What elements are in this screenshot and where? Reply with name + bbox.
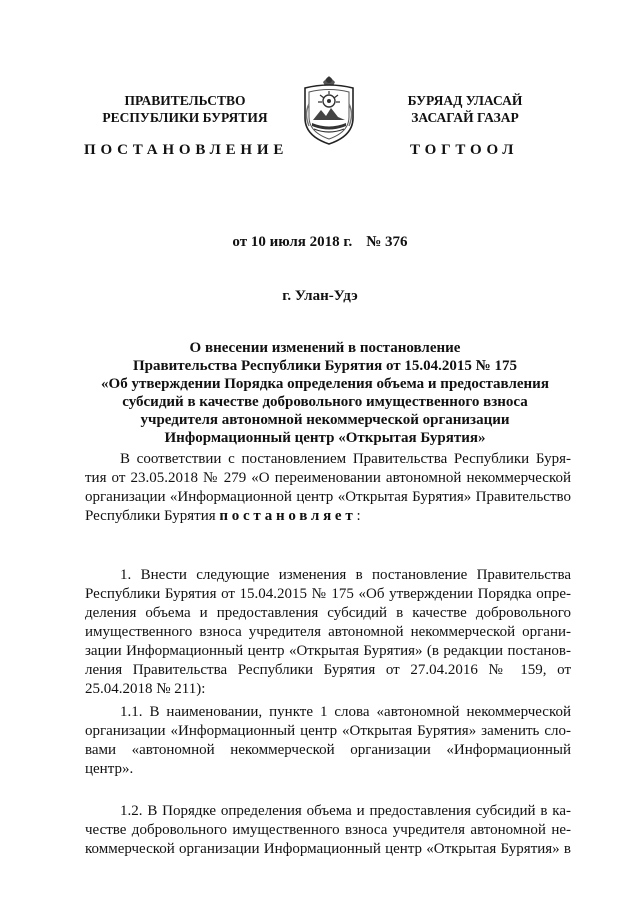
coat-of-arms-buryatia-icon (300, 74, 358, 146)
date-number-line (0, 234, 640, 251)
text-line: имущественного взноса учредителя автономной некоммерческой органи- (85, 624, 571, 640)
text-line: коммерческой организации Информационный центр «Открытая Бурятия» в (85, 841, 571, 857)
text-line: 1.1. В наименовании, пункте 1 слова «автономной некоммерческой (120, 704, 571, 720)
doc-type-buryat: ТОГТООЛ (410, 142, 519, 158)
header-right-line1: БУРЯАД УЛАСАЙ (407, 93, 523, 108)
text-line: вами «автономной некоммерческой организации «Информационный (85, 742, 571, 758)
header-left-line1: ПРАВИТЕЛЬСТВО (124, 93, 246, 108)
text-line: тия от 23.05.2018 № 279 «О переименовании автономной некоммерческой (85, 470, 571, 486)
text-line: 25.04.2018 № 211): (85, 681, 206, 697)
title-line: «Об утверждении Порядка определения объема и предоставления (101, 376, 549, 392)
text-line: В соответствии с постановлением Правительства Республики Буря- (120, 451, 571, 467)
preamble-prefix: Республики Бурятия (85, 508, 220, 524)
text-line: деления объема и предоставления субсидий в качестве добровольного (85, 605, 571, 621)
text-line: 1.2. В Порядке определения объема и предоставления субсидий в ка- (120, 803, 571, 819)
title-line: О внесении изменений в постановление (189, 340, 461, 356)
paragraph-item-1-2 (85, 802, 571, 859)
text-line: 1. Внести следующие изменения в постановление Правительства (120, 567, 571, 583)
text-line: Республики Бурятия от 15.04.2015 № 175 «Об утверждении Порядка опре- (85, 586, 571, 602)
document-number: № 376 (366, 234, 408, 250)
title-line: субсидий в качестве добровольного имущественного взноса (122, 394, 528, 410)
city: г. Улан-Удэ (282, 288, 358, 304)
doc-type-russian: ПОСТАНОВЛЕНИЕ (84, 142, 289, 158)
paragraph-preamble (85, 450, 571, 526)
header-right (380, 92, 550, 126)
text-line: зации Информационный центр «Открытая Бурятия» (в редакции постанов- (85, 643, 571, 659)
title-line: Информационный центр «Открытая Бурятия» (164, 430, 486, 446)
text-line: ления Правительства Республики Бурятия от 27.04.2016 № 159, от (85, 662, 571, 678)
title-line: учредителя автономной некоммерческой организации (140, 412, 510, 428)
header-left-line2: РЕСПУБЛИКИ БУРЯТИЯ (102, 110, 268, 125)
title-line: Правительства Республики Бурятия от 15.04.2015 № 175 (132, 358, 517, 374)
text-line: организации «Информационный центр «Открытая Бурятия» заменить сло- (85, 723, 571, 739)
text-line: честве добровольного имущественного взноса учредителя автономной не- (85, 822, 571, 838)
document-date: от 10 июля 2018 г. (232, 234, 353, 250)
paragraph-item-1-1 (85, 703, 571, 779)
header-right-line2: ЗАСАГАЙ ГАЗАР (411, 110, 519, 125)
text-line (85, 507, 571, 526)
preamble-colon: : (356, 508, 361, 524)
document-title (90, 339, 560, 447)
text-line: центр». (85, 761, 134, 777)
text-line: организации «Информационной центр «Открытая Бурятия» Правительство (85, 489, 571, 505)
resolves-word: постановляет (219, 508, 357, 524)
paragraph-item-1 (85, 566, 571, 699)
header-left (90, 92, 280, 126)
